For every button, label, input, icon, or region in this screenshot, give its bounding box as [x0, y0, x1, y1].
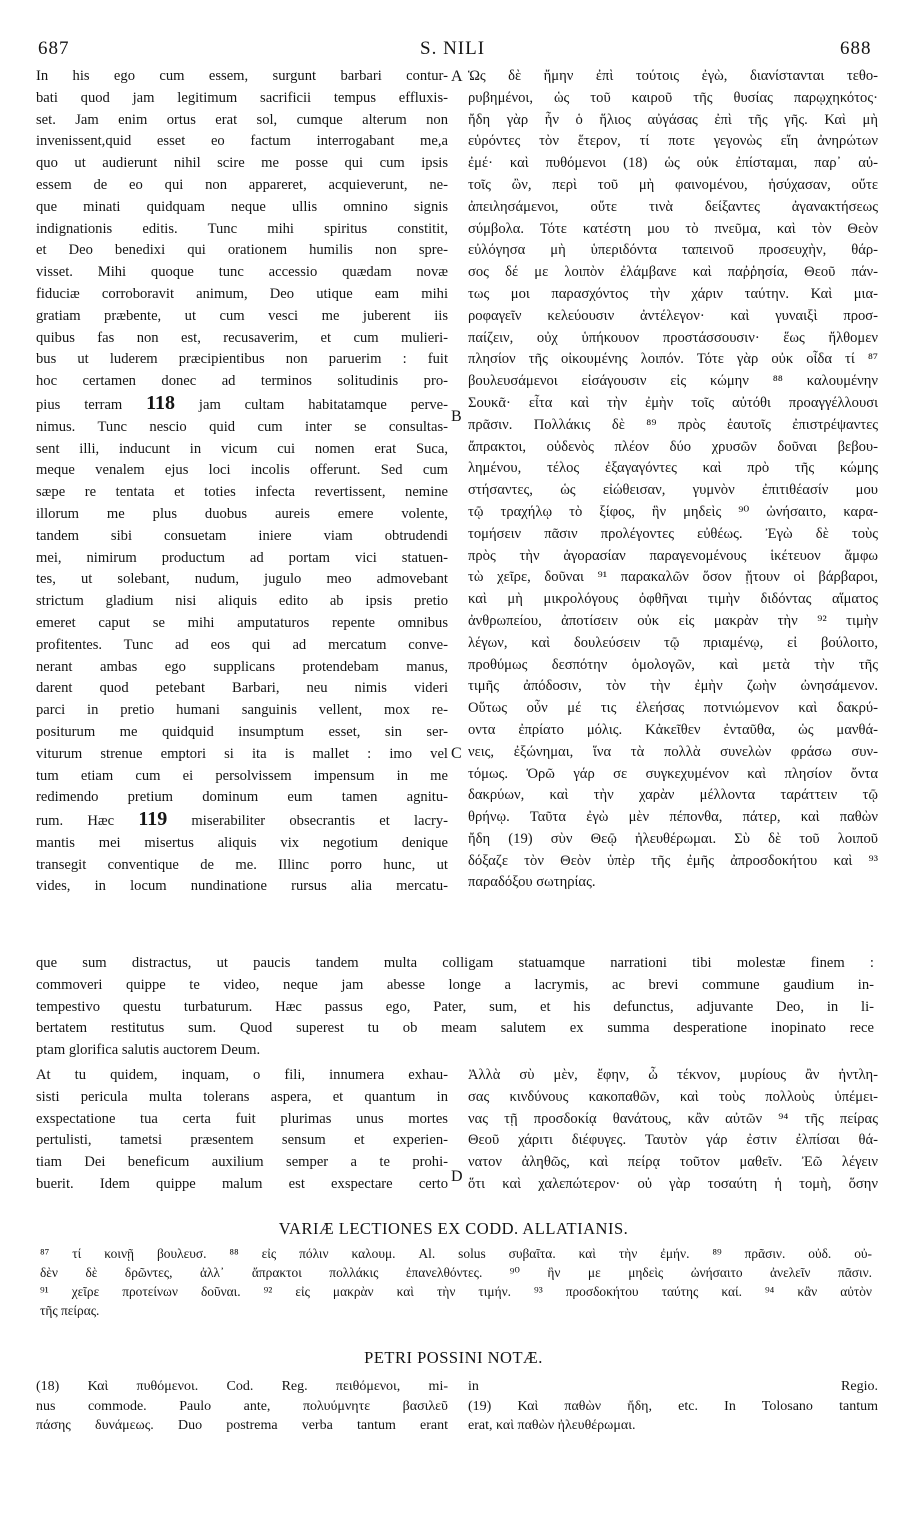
- text-line: indignationis editis. Tunc mihi spiritus constitit,: [36, 220, 448, 237]
- text-line: redimendo pretium dominum eum tamen agnitu-: [36, 789, 448, 806]
- text-line: pius terram 118 jam cultam habitatamque perve-: [36, 391, 448, 414]
- text-line: τῆς πείρας.: [40, 1303, 100, 1318]
- text-line: invenissent,quid esset eo factum interrogabant me,a: [36, 133, 448, 150]
- text-line: τομήσειν πᾶσιν προλέγοντες εὐθέως. Ἐγὼ δὲ τοὺς: [468, 525, 878, 542]
- text-line: (19) Καὶ παθὼν ἤδη, etc. In Tolosano tantum: [468, 1398, 878, 1414]
- margin-letter-c: C: [451, 745, 462, 762]
- text-line: παραδόξου σωτηρίας.: [468, 874, 596, 891]
- text-line: ⁹¹ χεῖρε προτείνων δοῦναι. ⁹² εἰς μακρὰν καὶ τὴν τιμήν. ⁹³ προσδοκήτου ταύτης καί. ⁹⁴ κἂν αὐτὸν: [40, 1284, 872, 1299]
- text-line: ἀπειλησάμενοι, οὔτε τινὰ δείξαντες ἀγανακτήσεως: [468, 198, 878, 215]
- text-line: que sum distractus, ut paucis tandem multa colligam statuamque narrationi tibi molestæ finem :: [36, 955, 874, 971]
- text-line: vides, in locum nundinatione rursus alia mercatu-: [36, 878, 448, 895]
- margin-letter-d: D: [451, 1168, 463, 1185]
- text-line: pertulisti, tametsi præsentem sensum et experien-: [36, 1132, 448, 1149]
- latin-column-second: [36, 1065, 448, 1196]
- text-line: quibus fas non est, recusaverim, et cum mulieri-: [36, 329, 448, 346]
- text-line: νας τῇ προσδοκίᾳ θανάτους, κἂν αὐτῶν ⁹⁴ τῆς πείρας: [468, 1110, 878, 1127]
- text-line: erat, καὶ παθὼν ἠλευθέρωμαι.: [468, 1418, 636, 1433]
- text-line: τόμως. Ὁρῶ γάρ σε συγκεχυμένον καὶ πλησίον ὄντα: [468, 765, 878, 782]
- variae-lectiones-text: [40, 1244, 872, 1320]
- text-line: Οὕτως οὖν μέ τις ἐλεήσας ποτνιώμενον καὶ δακρύ-: [468, 700, 878, 717]
- text-line: In his ego cum essem, surgunt barbari contur-: [36, 68, 448, 84]
- page-number-left: 687: [38, 38, 70, 59]
- text-line: θρήνῳ. Ταῦτα ἐγὼ μὲν πέπονθα, πάτερ, καὶ παθὼν: [468, 809, 878, 826]
- text-line: tiam Dei beneficum auxilium semper a te prohi-: [36, 1154, 448, 1171]
- text-line: ροφαγεῖν κελεύουσιν ἀντέλεγον· καὶ γυναιξὶ προσ-: [468, 307, 878, 324]
- text-line: σύμβολα. Τότε κατέστη μου τὸ πνεῦμα, καὶ τὸν Θεὸν: [468, 220, 878, 237]
- text-line: fiduciæ corroboravit animum, Deo utique eam mihi: [36, 285, 448, 302]
- text-line: visset. Mihi quoque tunc accessio quædam novæ: [36, 264, 448, 281]
- text-line: ἄπρακτοι, οὐδενὸς πλέον δύο χρυσῶν δοῦναι βεβου-: [468, 438, 878, 455]
- text-line: στήσαντες, ὡς εἰώθεισαν, γυμνὸν ἐπιτιθέασίν μου: [468, 482, 878, 499]
- text-line: que minati quidquam neque ullis omnino signis: [36, 198, 448, 215]
- text-line: parci in pretio humani sanguinis vellent, mox re-: [36, 702, 448, 719]
- text-line: πρᾶσιν. Πολλάκις δὲ ⁸⁹ πρὸς ἑαυτοῖς ἐπιστρέψαντες: [468, 416, 878, 433]
- text-line: τιμῆς ἀπόδοσιν, τὸν τὴν ἐμὴν ζωὴν ὠνησάμενον.: [468, 678, 878, 695]
- text-line: Σουκᾶ· εἶτα καὶ τὴν ἐμὴν τοῖς αὐτόθι προαγγέλλουσι: [468, 394, 878, 411]
- text-line: tum etiam cum ei persolvissem impensum in me: [36, 767, 448, 784]
- text-line: οντα ἐπρίατο μόλις. Κἀκεῖθεν ἐνταῦθα, ὡς μανθά-: [468, 721, 878, 738]
- notes-left-column: [36, 1377, 448, 1436]
- text-line: δὲν δὲ δρῶντες, ἀλλ᾽ ἄπρακτοι πολλάκις ἐπανελθόντες. ⁹⁰ ἣν με μηδεὶς ὠνήσαιτο ἀνελεῖν πᾶσιν.: [40, 1265, 872, 1280]
- text-line: emeret caput se mihi amputaturos repente omnibus: [36, 614, 448, 631]
- text-line: σας κινδύνους κακοπαθῶν, καὶ τοὺς πολλοὺς ὑπέμει-: [468, 1088, 878, 1105]
- text-line: sæpe re tentata et toties infecta revertissent, nemine: [36, 484, 448, 501]
- text-line: δακρύων, καὶ τὴν χαρὰν μέλλοντα ταράττειν τῷ: [468, 787, 878, 804]
- text-line: καὶ μὴ μικρολόγους ὀφθῆναι τιμὴν διδόντας αἵματος: [468, 591, 878, 608]
- text-line: mantis mei misertus aliquis vix negotium denique: [36, 834, 448, 851]
- text-line: strictum gladium nisi aliquis edito ab ipsis pretio: [36, 593, 448, 610]
- text-line: ἐμέ· καὶ πυθόμενοι (18) ὡς οὐκ ἐπίσταμαι, παρ᾽ αὐ-: [468, 155, 878, 172]
- text-line: Ἀλλὰ σὺ μὲν, ἔφην, ὦ τέκνον, μυρίους ἂν ἠντλη-: [468, 1067, 878, 1083]
- text-line: βουλευσάμενοι εἰσάγουσιν εἰς κώμην ⁸⁸ καλουμένην: [468, 373, 878, 390]
- page-number-right: 688: [840, 38, 872, 59]
- margin-letter-a: A: [451, 68, 463, 85]
- text-line: προθύμως δεσπότην ὁμολογῶν, καὶ μετὰ τὴν τῆς: [468, 656, 878, 673]
- text-line: παίζειν, οὐχ ὑπήκουον προστάσσουσιν· ἕως ἤλθομεν: [468, 329, 878, 346]
- greek-column: [468, 66, 878, 894]
- text-line: tempestivo questu turbaturum. Hæc passus ego, Pater, sum, et his defunctus, adjuvante Deo, in li-: [36, 998, 874, 1015]
- text-line: viturum strenue emptori si ita is mallet : imo vel: [36, 745, 448, 762]
- text-line: bus ut luderem præcipientibus non paruerim : fuit: [36, 351, 448, 368]
- text-line: illorum me plus duobus aureis emere volente,: [36, 505, 448, 522]
- text-line: mei, nimirum productum ad portam vici statuen-: [36, 549, 448, 566]
- running-title: S. NILI: [420, 38, 486, 59]
- text-line: tandem sibi consuetam iniere viam obtrudendi: [36, 527, 448, 544]
- text-line: gratiam præbente, ut cum vesci me juberent iis: [36, 307, 448, 324]
- text-line: (18) Καὶ πυθόμενοι. Cod. Reg. πειθόμενοι, mi-: [36, 1379, 448, 1394]
- text-line: rum. Hæc 119 miserabiliter obsecrantis et lacry-: [36, 808, 448, 831]
- text-line: εὐλόγησα μὴ ὑπεριδόντα ταπεινοῦ προσευχὴν, θάρ-: [468, 242, 878, 259]
- text-line: δόξαζε τὸν Θεὸν ὑπὲρ τῆς ἐμῆς ἀπροσδοκήτου καὶ ⁹³: [468, 852, 878, 869]
- notes-right-column: [468, 1377, 878, 1436]
- text-line: essem de eo qui non appareret, acquieverunt, ne-: [36, 176, 448, 193]
- variae-lectiones-heading: VARIÆ LECTIONES EX CODD. ALLATIANIS.: [278, 1219, 629, 1238]
- text-line: bertatem restitutus sum. Quod superest tu ob meam salutem ex summa desperatione inopinato rece: [36, 1020, 874, 1037]
- text-line: transegit conventique de me. Illinc porro hunc, ut: [36, 856, 448, 873]
- latin-full-width-paragraph: [36, 953, 874, 1062]
- text-line: ρυβημένοι, ὡς τοῦ καιροῦ τῆς θυσίας παρῳχηκότος·: [468, 89, 878, 106]
- text-line: τοῖς ὢν, περὶ τοῦ μὴ φαινομένου, ἡσύχασαν, οὔτε: [468, 176, 878, 193]
- text-line: ἀνθρωπείου, ἀποτίσειν οὐκ εἰς μακρὰν τὴν ⁹² τιμὴν: [468, 612, 878, 629]
- text-line: et Deo benedixi qui orationem humilis non spre-: [36, 242, 448, 259]
- text-line: tes, ut solebant, nudum, jugulo meo admovebant: [36, 571, 448, 588]
- greek-column-second: [468, 1065, 878, 1196]
- text-line: Ὡς δὲ ἤμην ἐπὶ τούτοις ἐγὼ, διανίστανται τεθο-: [468, 68, 878, 84]
- text-line: λέγων, καὶ δουλεύσειν τῷ πριαμένῳ, εἰ βούλοιτο,: [468, 634, 878, 651]
- text-line: nerant ambas ego supplicans protendebam manus,: [36, 658, 448, 675]
- text-line: πάσης δυνάμεως. Duo postrema verba tantum erant: [36, 1418, 448, 1433]
- text-line: τῷ τραχήλῳ τὸ ξίφος, ἣν μηδεὶς ⁹⁰ ὠνήσαιτο, καρα-: [468, 503, 878, 520]
- text-line: τως μοι παρασχόντος τὴν χάριν ταύτην. Καὶ μια-: [468, 285, 878, 302]
- text-line: ὅτι καὶ χαλεπώτερον· οὐ γὰρ τοσαύτη ἡ τομὴ, ὅσην: [468, 1175, 878, 1192]
- latin-column: [36, 66, 448, 898]
- text-line: ptam glorifica salutis auctorem Deum.: [36, 1042, 261, 1059]
- text-line: profitentes. Tunc ad eos qui ad mercatum conve-: [36, 636, 448, 653]
- text-line: sisti pericula multa tolerans aspera, et quantum in: [36, 1088, 448, 1105]
- text-line: ⁸⁷ τί κοινῇ βουλευσ. ⁸⁸ εἰς πόλιν καλουμ. Al. solus συβαῖτα. καὶ τὴν ἐμήν. ⁸⁹ πρᾶσιν. οὐδ. οὐ-: [40, 1246, 872, 1261]
- text-line: τὼ χεῖρε, δοῦναι ⁹¹ παρακαλῶν ὅσον ᾔτουν οἱ βάρβαροι,: [468, 569, 878, 586]
- text-line: At tu quidem, inquam, o fili, innumera exhau-: [36, 1067, 448, 1083]
- text-line: nimus. Tunc nescio quid cum inter se consultas-: [36, 418, 448, 435]
- text-line: positurum me quidquid insumptum esset, sin ser-: [36, 723, 448, 740]
- text-line: νεις, ἐξώνημαι, ἵνα τὰ πολλὰ συνελὼν φράσω συν-: [468, 743, 878, 760]
- text-line: sent illi, inducunt in vicum cui nomen erat Suca,: [36, 440, 448, 457]
- text-line: πρὸς τὴν ἀγορασίαν παραγενομένους ἱκέτευον ἄμφω: [468, 547, 878, 564]
- text-line: darent quod petebant Barbari, neu nimis videri: [36, 680, 448, 697]
- notae-heading: PETRI POSSINI NOTÆ.: [364, 1348, 543, 1367]
- text-line: quo ut audierunt nihil scire me posse qui cum ipsis: [36, 155, 448, 172]
- text-line: bati quod jam legitimum sacrificii tempus effluxis-: [36, 89, 448, 106]
- text-line: ἤδη (19) σὺν Θεῷ ἠλευθέρωμαι. Σὺ δὲ τοῦ λοιποῦ: [468, 830, 878, 847]
- margin-letter-b: B: [451, 408, 462, 425]
- text-line: hoc certamen donec ad terminos solitudinis pro-: [36, 373, 448, 390]
- text-line: commoveri quippe te video, neque jam abesse longe a lacrymis, ac brevi commune gaudium in-: [36, 976, 874, 993]
- text-line: nus commode. Paulo ante, πολυύμνητε βασιλεῦ: [36, 1398, 448, 1414]
- text-line: buerit. Idem quippe malum est exspectare certo: [36, 1175, 448, 1192]
- text-line: νατον ἀληθῶς, καὶ πείρᾳ τοῦτον μαθεῖν. Ἐῶ λέγειν: [468, 1154, 878, 1171]
- text-line: Θεοῦ χάριτι διέφυγες. Ταυτὸν γάρ ἐστιν ἐλπίσαι θά-: [468, 1132, 878, 1149]
- text-line: in Regio.: [468, 1379, 878, 1394]
- text-line: εὑρόντες τὸν ἕτερον, τί ποτε γεγονὼς εἴη ἀνηρώτων: [468, 133, 878, 150]
- text-line: exspectatione tua certa fuit plurimas unus mortes: [36, 1110, 448, 1127]
- text-line: λημένου, τέλος ἐξαγαγόντες καὶ πρὸ τῆς κώμης: [468, 460, 878, 477]
- text-line: ἤδη γὰρ ἦν ὁ ἥλιος αὐγάσας ἐπὶ τῆς γῆς. Καὶ μὴ: [468, 111, 878, 128]
- text-line: πλησίον τῆς οἰκουμένης λοιπόν. Τότε γὰρ οὐκ οἶδα τί ⁸⁷: [468, 351, 878, 368]
- text-line: set. Jam enim ortus erat sol, cumque alterum non: [36, 111, 448, 128]
- text-line: σος δέ με λοιπὸν ἐλάμβανε καὶ παῤῥησία, Θεοῦ πάν-: [468, 264, 878, 281]
- text-line: meque venalem ejus loci incolis offerunt. Sed cum: [36, 462, 448, 479]
